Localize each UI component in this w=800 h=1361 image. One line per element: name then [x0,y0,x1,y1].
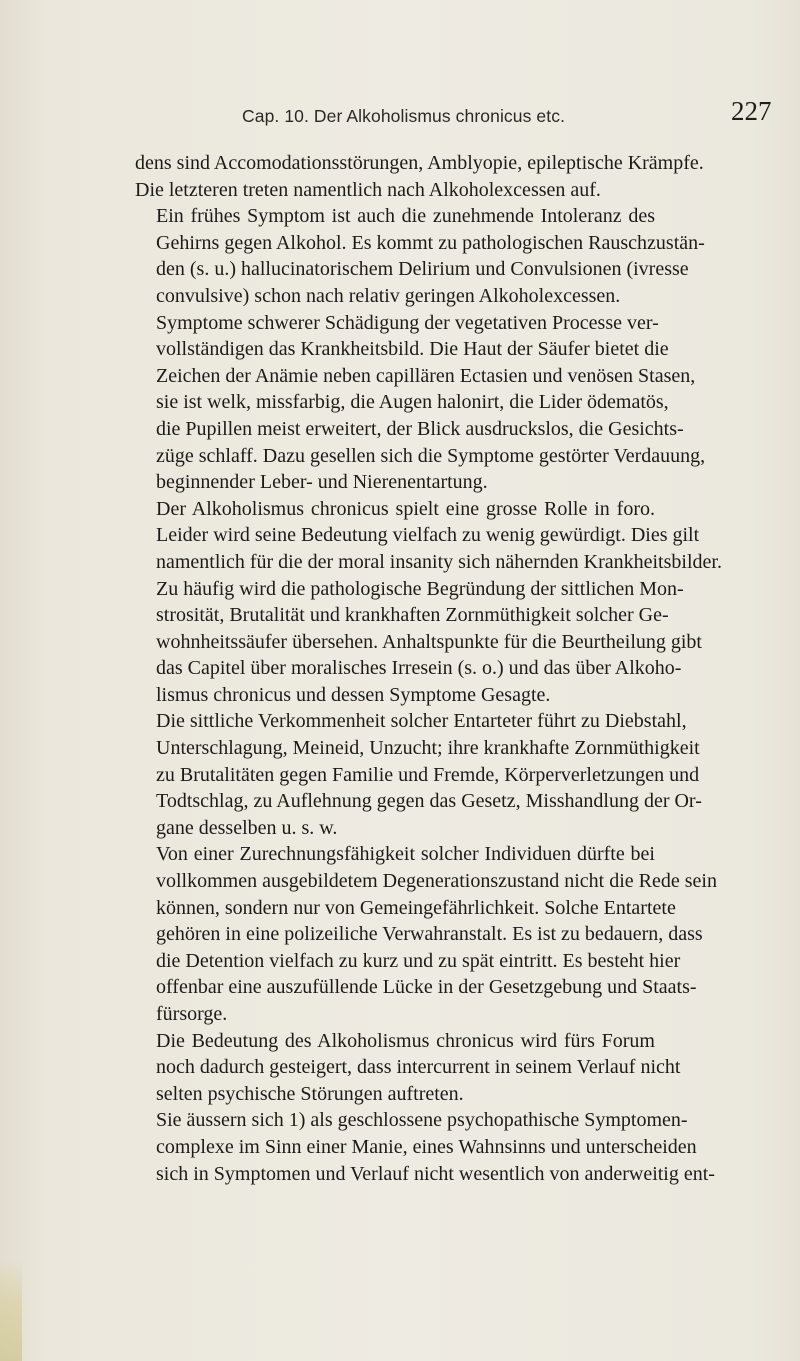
text-line: Ein frühes Symptom ist auch die zunehmende Intoleranz des [156,205,655,228]
text-line: Todtschlag, zu Auflehnung gegen das Gesetz, Misshandlung der Or- [156,790,702,813]
paragraph [135,1028,681,1108]
text-line: Die Bedeutung des Alkoholismus chronicus wird fürs Forum [156,1029,655,1052]
text-line: Unterschlagung, Meineid, Unzucht; ihre krankhafte Zornmüthigkeit [156,737,700,760]
text-line: vollständigen das Krankheitsbild. Die Haut der Säufer bietet die [156,338,669,361]
text-line: Leider wird seine Bedeutung vielfach zu wenig gewürdigt. Dies gilt [156,524,700,547]
text-line: offenbar eine auszufüllende Lücke in der Gesetzgebung und Staats- [156,976,697,999]
body-text [135,150,722,1187]
text-line: strosität, Brutalität und krankhaften Zornmüthigkeit solcher Ge- [156,604,669,627]
text-line: dens sind Accomodationsstörungen, Amblyopie, epileptische Krämpfe. [135,152,704,174]
text-line: gehören in eine polizeiliche Verwahranstalt. Es ist zu bedauern, dass [156,923,703,946]
text-line: Gehirns gegen Alkohol. Es kommt zu pathologischen Rauschzustän- [156,231,705,254]
text-line: wohnheitssäufer übersehen. Anhaltspunkte für die Beurtheilung gibt [156,630,702,653]
paragraph [135,841,717,1027]
text-line: die Detention vielfach zu kurz und zu spät eintritt. Es besteht hier [156,949,681,972]
text-line: gane desselben u. s. w. [156,816,338,839]
text-line: Zeichen der Anämie neben capillären Ectasien und venösen Stasen, [156,364,696,387]
text-line: Die letzteren treten namentlich nach Alkoholexcessen auf. [135,178,601,201]
text-line: den (s. u.) hallucinatorischem Delirium und Convulsionen (ivresse [156,258,689,281]
text-line: züge schlaff. Dazu gesellen sich die Symptome gestörter Verdauung, [156,444,706,467]
text-line: Zu häufig wird die pathologische Begründung der sittlichen Mon- [156,577,684,600]
page-number: 227 [731,96,772,126]
text-line: zu Brutalitäten gegen Familie und Fremde, Körperverletzungen und [156,763,700,786]
text-line: Symptome schwerer Schädigung der vegetativen Processe ver- [156,311,659,334]
paragraph [135,1107,715,1187]
running-head: Cap. 10. Der Alkoholismus chronicus etc. [242,106,566,126]
text-line: das Capitel über moralisches Irresein (s. o.) und das über Alkoho- [156,657,682,680]
paragraph [135,310,706,496]
page-header [0,92,800,132]
text-line: complexe im Sinn einer Manie, eines Wahnsinns und unterscheiden [156,1135,697,1158]
text-line: sie ist welk, missfarbig, die Augen halonirt, die Lider ödematös, [156,391,669,414]
text-line: Von einer Zurechnungsfähigkeit solcher Individuen dürfte bei [156,843,655,866]
text-line: convulsive) schon nach relativ geringen Alkoholexcessen. [156,284,621,307]
text-line: sich in Symptomen und Verlauf nicht wesentlich von anderweitig ent- [156,1162,715,1185]
paper-stain [0,1260,22,1361]
text-line: beginnender Leber- und Nierenentartung. [156,471,488,494]
text-line: lismus chronicus und dessen Symptome Gesagte. [156,683,551,706]
text-line: noch dadurch gesteigert, dass intercurrent in seinem Verlauf nicht [156,1056,681,1079]
text-line: können, sondern nur von Gemeingefährlichkeit. Solche Entartete [156,896,676,919]
paragraph [135,708,702,841]
text-line: die Pupillen meist erweitert, der Blick ausdruckslos, die Gesichts- [156,417,684,440]
text-line: fürsorge. [156,1003,228,1025]
text-line: vollkommen ausgebildetem Degenerationszustand nicht die Rede sein [156,870,717,893]
text-line: Sie äussern sich 1) als geschlossene psychopathische Symptomen- [156,1109,688,1132]
text-line: selten psychische Störungen auftreten. [156,1082,464,1105]
paragraph [135,150,704,203]
text-line: Der Alkoholismus chronicus spielt eine grosse Rolle in foro. [156,497,655,520]
text-line: namentlich für die der moral insanity sich nähernden Krankheitsbilder. [156,550,722,573]
paragraph [135,203,705,309]
text-line: Die sittliche Verkommenheit solcher Entarteter führt zu Diebstahl, [156,710,687,733]
paragraph [135,496,722,709]
